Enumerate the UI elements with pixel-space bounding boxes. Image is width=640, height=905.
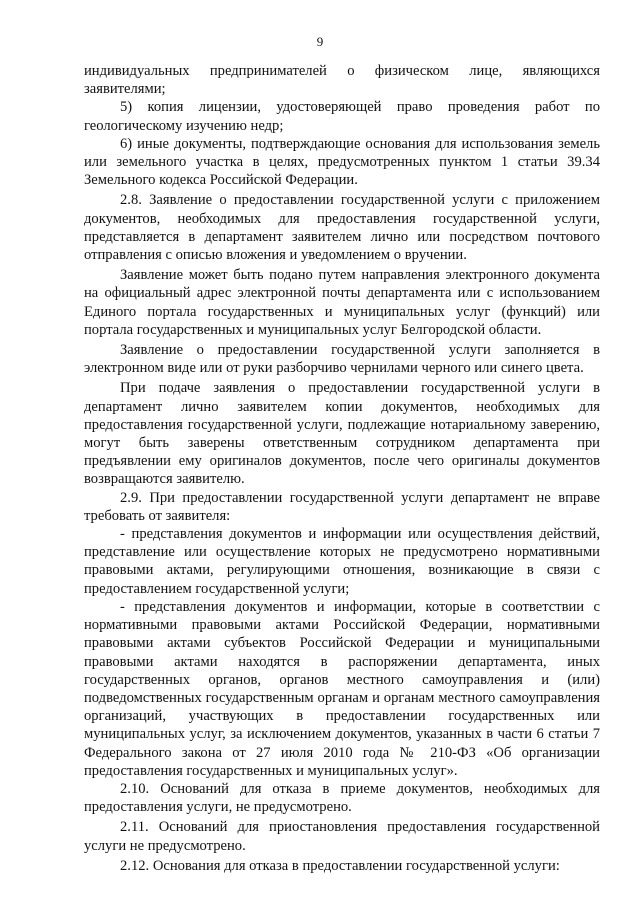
paragraph: Заявление о предоставлении государственной услуги заполняется в электронном виде или от руки разборчиво чернилами черного или синего цвета.	[84, 342, 600, 377]
paragraph: - представления документов и информации или осуществления действий, представление или осуществление которых не предусмотрено нормативными правовыми актами, регулирующими отношения, возникающие в связи с предоставлением государственной услуги;	[84, 526, 600, 597]
paragraph: 2.9. При предоставлении государственной услуги департамент не вправе требовать от заявителя:	[84, 489, 600, 524]
paragraph: При подаче заявления о предоставлении государственной услуги в департамент лично заявителем копии документов, необходимых для предоставления государственной услуги, подлежащие нотариальному заверению, могут быть заверены ответственным сотрудником департамента при предъявлении ему оригиналов документов, после чего оригиналы документов возвращаются заявителю.	[84, 380, 600, 488]
paragraph: 2.12. Основания для отказа в предоставлении государственной услуги:	[120, 857, 560, 874]
paragraph: 5) копия лицензии, удостоверяющей право проведения работ по геологическому изучению недр;	[84, 99, 600, 134]
paragraph: Заявление может быть подано путем направления электронного документа на официальный адрес электронной почты департамента или с использованием Единого портала государственных и муниципальных услуг (функций) или портала государственных и муниципальных услуг Белгородской области.	[84, 267, 600, 338]
document-body	[84, 62, 600, 875]
paragraph: индивидуальных предпринимателей о физическом лице, являющихся заявителями;	[84, 63, 600, 98]
paragraph: 6) иные документы, подтверждающие основания для использования земель или земельного участка в целях, предусмотренных пунктом 1 статьи 39.34 Земельного кодекса Российской Федерации.	[84, 135, 600, 189]
paragraph: - представления документов и информации, которые в соответствии с нормативными правовыми актами Российской Федерации, нормативными правовыми актами субъектов Российской Федерации и муниципальными правовыми актами находятся в распоряжении департамента, иных государственных органов, органов местного самоуправления и (или) подведомственных государственным органам и органам местного самоуправления организаций, участвующих в предоставлении государственных или муниципальных услуг, за исключением документов, указанных в части 6 статьи 7 Федерального закона от 27 июля 2010 года № 210-ФЗ «Об организации предоставления государственных и муниципальных услуг».	[84, 598, 600, 779]
paragraph: 2.10. Оснований для отказа в приеме документов, необходимых для предоставления услуги, не предусмотрено.	[84, 780, 600, 816]
page-number: 9	[316, 34, 324, 49]
paragraph: 2.8. Заявление о предоставлении государственной услуги с приложением документов, необходимых для предоставления государственной услуги, представляется в департамент заявителем лично или посредством почтового отправления с описью вложения и уведомлением о вручении.	[84, 192, 600, 264]
paragraph: 2.11. Оснований для приостановления предоставления государственной услуги не предусмотрено.	[84, 819, 600, 854]
